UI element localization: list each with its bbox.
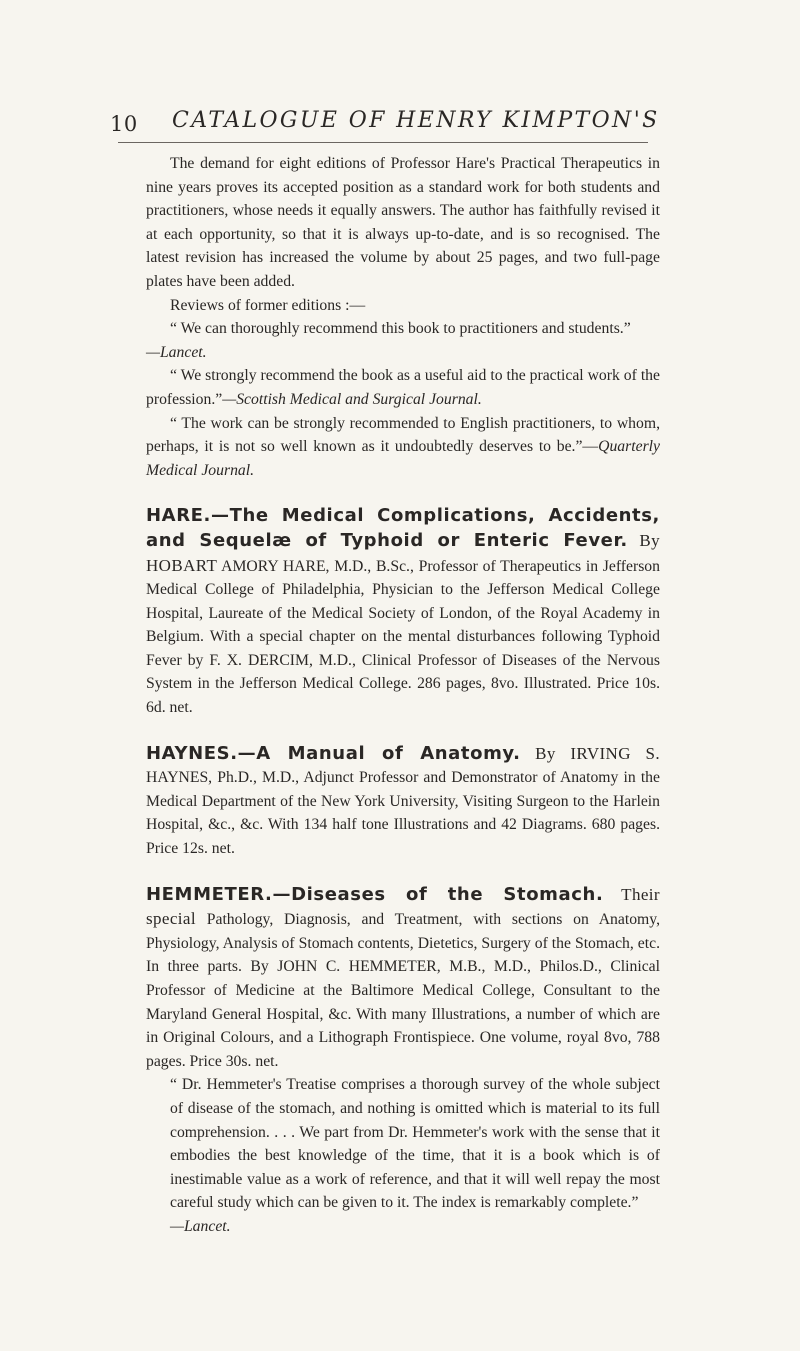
- review-quote-2: “ We strongly recommend the book as a useful aid to the practical work of the profession.”—Scottish Medical and Surgical Journal.: [146, 367, 660, 408]
- review-quote-1: “ We can thoroughly recommend this book to practitioners and students.” —Lancet.: [146, 320, 631, 361]
- page-body: [146, 152, 660, 1239]
- review-source-3: Quarterly Medical Journal.: [146, 438, 660, 479]
- entry-title: —A Manual of Anatomy.: [237, 742, 521, 764]
- entry-body: AMORY HARE, M.D., B.Sc., Professor of Therapeutics in Jefferson Medical College of Philadelphia, Physician to the Jefferson Medical College Hospital, Laureate of the Medical Society of London, of the Royal Academy in Belgium. With a special chapter on the mental disturbances following Typhoid Fever by F. X. DERCIM, M.D., Clinical Professor of Diseases of the Nervous System in the Jefferson Medical College. 286 pages, 8vo. Illustrated. Price 10s. 6d. net.: [146, 557, 660, 717]
- entry-author: HARE.: [146, 505, 211, 527]
- entry-review-quote: “ Dr. Hemmeter's Treatise comprises a thorough survey of the whole subject of disease of the stomach, and nothing is omitted which is material to its full comprehension. . . . We part from Dr. Hemmeter's work with the sense that it embodies the best knowledge of the time, that it is a book which is of inestimable value as a work of reference, and that it will well repay the most careful study which can be given to it. The index is remarkably complete.” —Lancet.: [170, 1076, 660, 1235]
- entry-body: Pathology, Diagnosis, and Treatment, with sections on Anatomy, Physiology, Analysis of Stomach contents, Dietetics, Surgery of the Stomach, etc. In three parts. By JOHN C. HEMMETER, M.B., M.D., Philos.D., Clinical Professor of Medicine at the Baltimore Medical College, Consultant to the Maryland General Hospital, &c. With many Illustrations, a number of which are in Original Colours, and a Lithograph Frontispiece. One volume, royal 8vo, 788 pages. Price 30s. net.: [146, 911, 660, 1070]
- entry-author: HAYNES.: [146, 742, 238, 764]
- catalogue-entry-hemmeter: [146, 883, 660, 1239]
- catalogue-entry-hare: [146, 504, 660, 719]
- header-rule: [118, 142, 648, 143]
- page-number: 10: [110, 112, 138, 136]
- review-source-1: —Lancet.: [146, 343, 207, 361]
- entry-byline: By HOBART: [146, 530, 661, 575]
- running-head: CATALOGUE OF HENRY KIMPTON'S: [172, 108, 660, 133]
- review-source-2: —Scottish Medical and Surgical Journal.: [222, 390, 482, 408]
- entry-author: HEMMETER.: [146, 883, 273, 905]
- entry-byline: Their special: [146, 884, 660, 929]
- catalogue-entry-haynes: [146, 742, 660, 861]
- entry-byline: By IRVING S.: [520, 743, 660, 763]
- entry-title: —The Medical Complications, Accidents, and Sequelæ of Typhoid or Enteric Fever.: [146, 505, 660, 551]
- entry-heading: [146, 742, 660, 861]
- entry-title: —Diseases of the Stomach.: [272, 883, 604, 905]
- reviews-label: Reviews of former editions :—: [170, 296, 366, 314]
- entry-review-source: —Lancet.: [170, 1217, 231, 1235]
- intro-paragraph: The demand for eight editions of Professor Hare's Practical Therapeutics in nine years proves its accepted position as a standard work for both students and practitioners, whose needs it equally answers. The author has faithfully revised it at each opportunity, so that it is always up-to-date, and is so recognised. The latest revision has increased the volume by about 25 pages, and two full-page plates have been added.: [146, 155, 660, 290]
- entry-body: HAYNES, Ph.D., M.D., Adjunct Professor and Demonstrator of Anatomy in the Medical Department of the New York University, Visiting Surgeon to the Harlein Hospital, &c., &c. With 134 half tone Illustrations and 42 Diagrams. 680 pages. Price 12s. net.: [146, 769, 660, 858]
- review-quote-3: “ The work can be strongly recommended to English practitioners, to whom, perhaps, it is not so well known as it undoubtedly deserves to be.”—Quarterly Medical Journal.: [146, 414, 660, 479]
- entry-heading: [146, 883, 660, 1074]
- entry-heading: [146, 504, 660, 719]
